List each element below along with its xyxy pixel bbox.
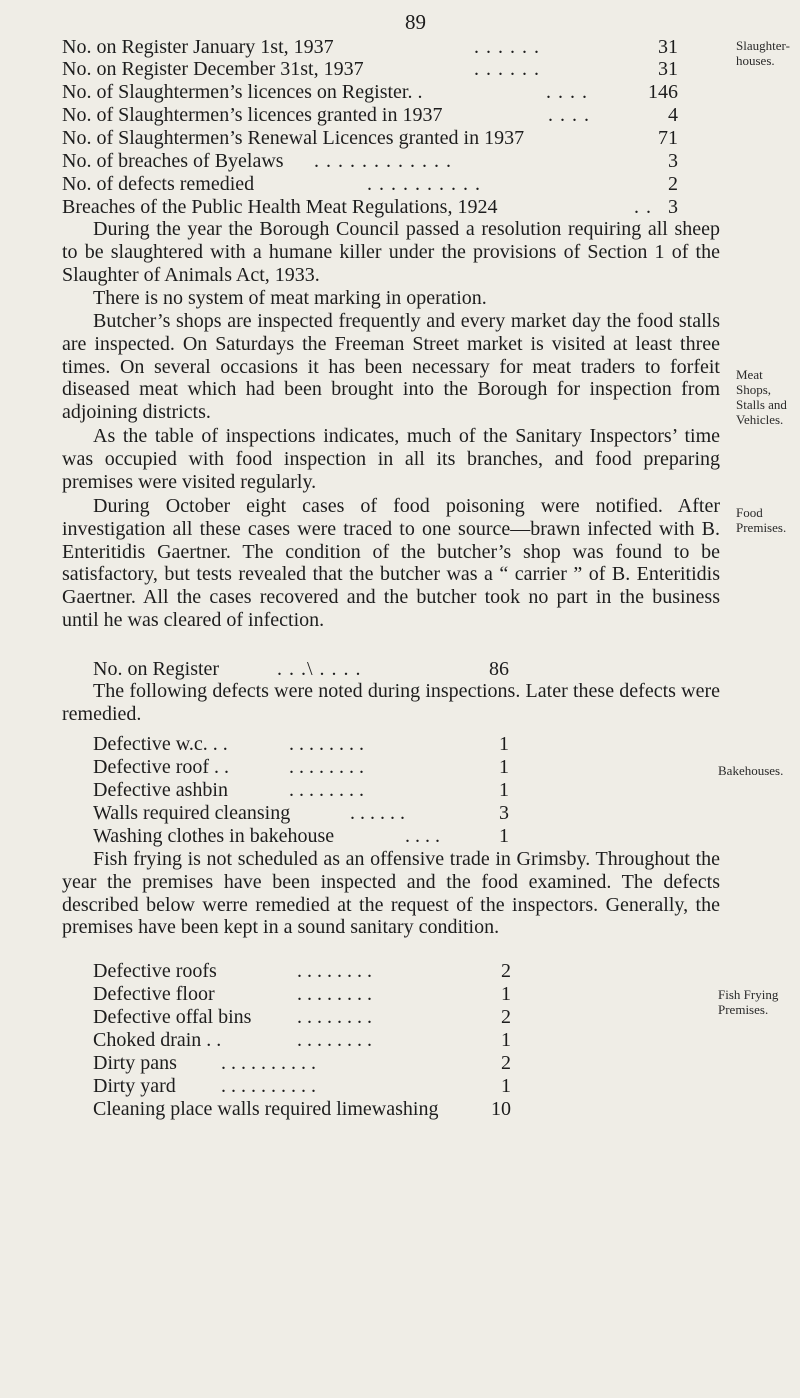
paragraph-food-poisoning: During October eight cases of food poisoning were notified. After investigation all these cases were traced to one source—brawn infected with B. Enteritidis Gaertner. The condition of the butcher’s shop was found to be satisfactory, but tests revealed that the butcher was a “ carrier ” of B. Enteritidis Gaertner. All the cases recovered and the butcher took no part in the business until he was cleared of infection. [62,495,720,631]
paragraph-butchers: Butcher’s shops are inspected frequently and every market day the food stalls are inspected. On Saturdays the Freeman Street market is visited at least three times. On several occasions it has been necessary for meat traders to forfeit diseased meat which had been brought into the Borough for inspection from adjoining districts. [62,310,720,424]
paragraph-bakehouse-defects: The following defects were noted during inspections. Later these defects were remedied. [62,680,720,725]
side-label-meat-shops: Meat Shops, Stalls and Vehicles. [736,367,787,427]
paragraph-humane-killer: During the year the Borough Council passed a resolution requiring all sheep to be slaughtered with a humane killer under the provisions of Section 1 of the Slaughter of Animals Act, 1933. [62,218,720,286]
side-label-slaughterhouses: Slaughter-houses. [736,38,790,68]
document-page: 89 Slaughter-houses. Meat Shops, Stalls and Vehicles. Food Premises. Bakehouses. Fish Frying Premises. No. on Register January 1st, 1937 . . . . . . 31 No. on Register December 31st, 1937 . . . . . . 31 No. of Slaughtermen’s licences on Register. . . . . . 146 No. of Slaughtermen’s licences granted in 1937 . . . . 4 No. of Slaughtermen’s Renewal Licences granted in 1937 71 No. of breaches of Byelaws . . . . . . . . . . . . 3 No. of defects remedied . . . . . . . . . . 2 Breaches of the Public Health Meat Regulations, 1924 . . 3 During the year the Borough Council passed a resolution requiring all sheep to be slaughtered with a humane killer under the provisions of Section 1 of the Slaughter of Animals Act, 1933. There is no system of meat marking in operation. Butcher’s shops are inspected frequently and every market day the food stalls are inspected. On Saturdays the Freeman Street market is visited at least three times. On several occasions it has been necessary for meat traders to forfeit diseased meat which had been brought into the Borough for inspection from adjoining districts. As the table of inspections indicates, much of the Sanitary Inspectors’ time was occupied with food inspection in all its branches, and food preparing premises were visited regularly. During October eight cases of food poisoning were notified. After investigation all these cases were traced to one source—brawn infected with B. Enteritidis Gaertner. The condition of the butcher’s shop was found to be satisfactory, but tests revealed that the butcher was a “ carrier ” of B. Enteritidis Gaertner. All the cases recovered and the butcher took no part in the business until he was cleared of infection. No. on Register . . .\ . . . . 86 The following defects were noted during inspections. Later these defects were remedied. Defective w.c. . . . . . . . . . . 1 Defective roof . . . . . . . . . . 1 Defective ashbin . . . . . . . . 1 Walls required cleansing . . . . . . 3 Washing clothes in bakehouse . . . . 1 Fish frying is not scheduled as an offensive trade in Grimsby. Throughout the year the premises have been inspected and the food examined. The defects described below werre remedied at the request of the inspectors. Generally, the premises have been kept in a sound sanitary condition. Defective roofs . . . . . . . . 2 Defective floor . . . . . . . . 1 Defective offal bins . . . . . . . . 2 Choked drain . . . . . . . . . . 1 Dirty pans . . . . . . . . . . 2 Dirty yard . . . . . . . . . . 1 Cleaning place walls required limewashing 10 [0,0,800,1398]
paragraph-food-premises: As the table of inspections indicates, much of the Sanitary Inspectors’ time was occupied with food inspection in all its branches, and food preparing premises were visited regularly. [62,425,720,493]
paragraph-meat-marking: There is no system of meat marking in operation. [93,287,487,309]
side-label-fish-frying: Fish Frying Premises. [718,987,779,1017]
side-label-food-premises: Food Premises. [736,505,787,535]
paragraph-fish-frying: Fish frying is not scheduled as an offensive trade in Grimsby. Throughout the year the premises have been inspected and the food examined. The defects described below werre remedied at the request of the inspectors. Generally, the premises have been kept in a sound sanitary condition. [62,848,720,939]
side-label-bakehouses: Bakehouses. [718,763,784,778]
page-number: 89 [405,10,426,34]
